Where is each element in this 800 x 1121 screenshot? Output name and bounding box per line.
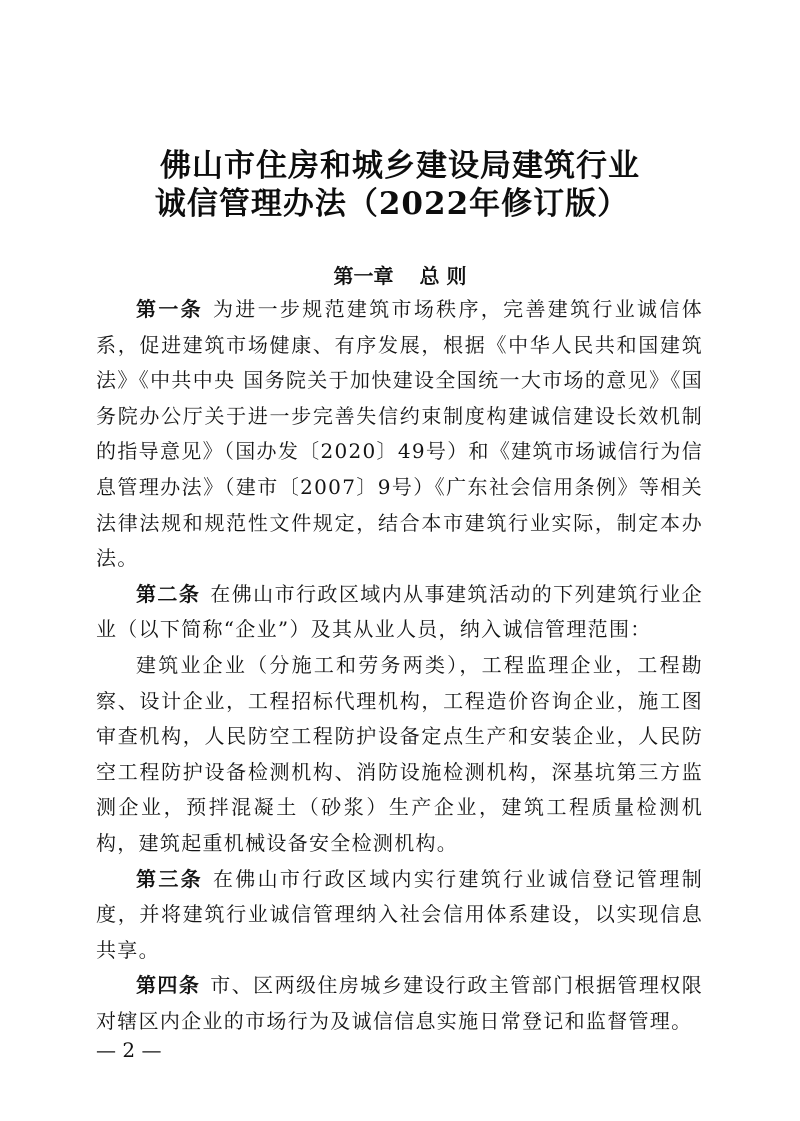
chapter-number: 第一章 [333,264,394,288]
page-number: — 2 — [96,1038,162,1062]
chapter-heading [0,260,800,289]
article-3 [96,862,703,969]
article-text: 在佛山市行政区域内从事建筑活动的下列建筑行业企业（以下简称“企业”）及其从业人员，纳入诚信管理范围： [96,581,704,642]
article-text: 在佛山市行政区域内实行建筑行业诚信登记管理制度，并将建筑行业诚信管理纳入社会信用体系建设，以实现信息共享。 [96,866,703,962]
document-title-line-2: 诚信管理办法（2022年修订版） [154,186,630,222]
article-2 [96,577,703,648]
article-1 [96,292,703,577]
article-4 [96,968,703,1039]
article-number: 第二条 [136,581,201,606]
article-number: 第三条 [136,866,203,891]
article-text: 为进一步规范建筑市场秩序，完善建筑行业诚信体系，促进建筑市场健康、有序发展，根据《中华人民共和国建筑法》《中共中央 国务院关于加快建设全国统一大市场的意见》《国务院办公厅关于进一步完善失信约束制度构建诚信建设长效机制的指导意见》（国办发〔2020〕49号）和《建筑市场诚信行为信息管理办法》（建市〔2007〕9号）《广东社会信用条例》等相关法律法规和规范性文件规定，结合本市建筑行业实际，制定本办法。 [96,297,703,571]
article-text: 市、区两级住房城乡建设行政主管部门根据管理权限对辖区内企业的市场行为及诚信信息实施日常登记和监督管理。 [96,973,704,1033]
chapter-name: 总 则 [419,264,467,288]
article-number: 第四条 [136,973,201,998]
document-body [96,292,703,1039]
article-2-scope-list: 建筑业企业（分施工和劳务两类），工程监理企业，工程勘察、设计企业，工程招标代理机构，工程造价咨询企业，施工图审查机构，人民防空工程防护设备定点生产和安装企业，人民防空工程防护设备检测机构、消防设施检测机构，深基坑第三方监测企业，预拌混凝土（砂浆）生产企业，建筑工程质量检测机构，建筑起重机械设备安全检测机构。 [96,652,703,855]
article-number: 第一条 [136,297,203,321]
document-title-line-1: 佛山市住房和城乡建设局建筑行业 [160,148,640,184]
